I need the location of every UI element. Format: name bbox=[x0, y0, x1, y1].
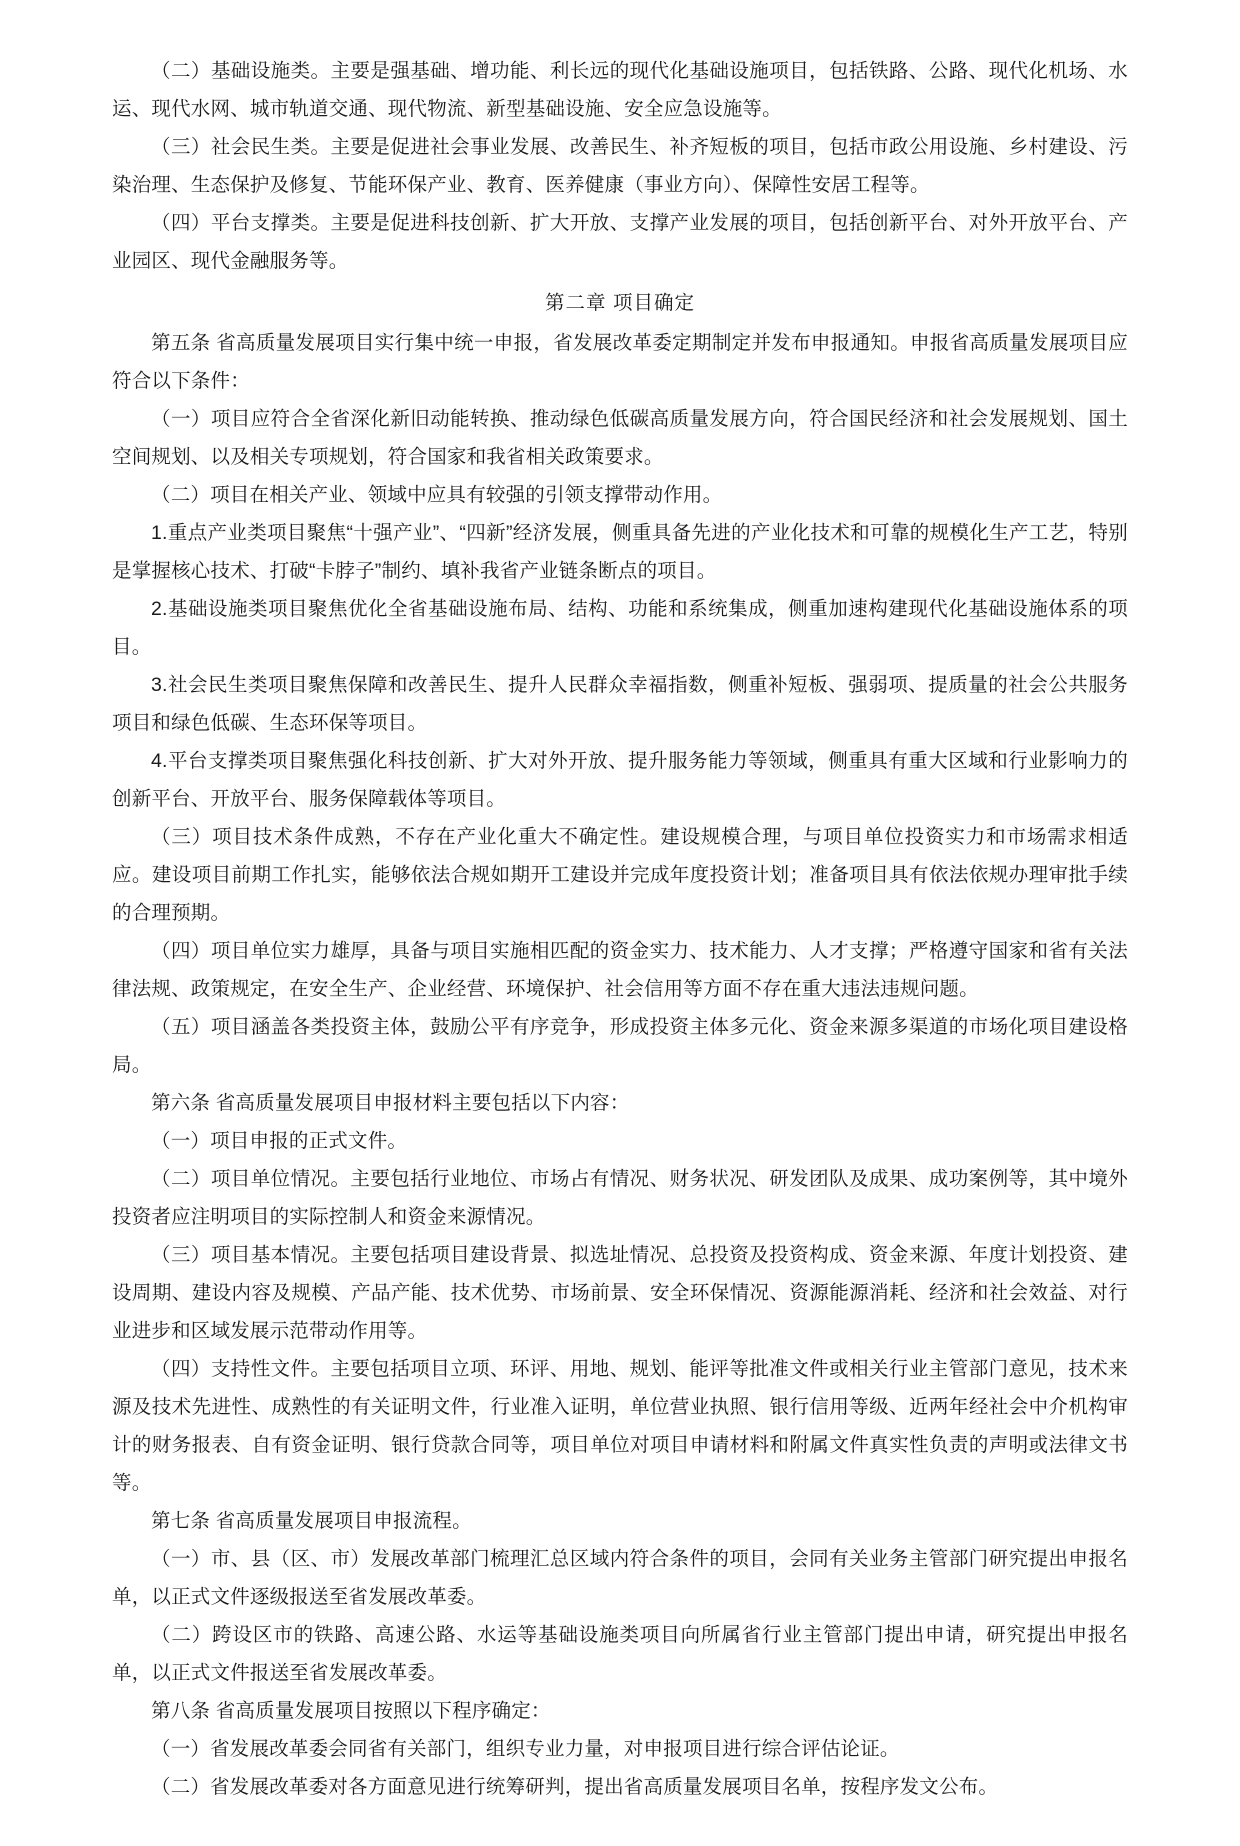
paragraph: （四）项目单位实力雄厚，具备与项目实施相匹配的资金实力、技术能力、人才支撑；严格遵守国家和省有关法律法规、政策规定，在安全生产、企业经营、环境保护、社会信用等方面不存在重大违法违规问题。 bbox=[112, 940, 1128, 1000]
paragraph: 第七条 省高质量发展项目申报流程。 bbox=[151, 1510, 472, 1532]
document-body bbox=[112, 52, 1128, 1806]
paragraph: （三）社会民生类。主要是促进社会事业发展、改善民生、补齐短板的项目，包括市政公用设施、乡村建设、污染治理、生态保护及修复、节能环保产业、教育、医养健康（事业方向）、保障性安居工程等。 bbox=[112, 136, 1128, 196]
paragraph: 第八条 省高质量发展项目按照以下程序确定： bbox=[151, 1700, 551, 1722]
paragraph: （二）项目在相关产业、领域中应具有较强的引领支撑带动作用。 bbox=[151, 484, 723, 506]
paragraph: （五）项目涵盖各类投资主体，鼓励公平有序竞争，形成投资主体多元化、资金来源多渠道的市场化项目建设格局。 bbox=[112, 1016, 1128, 1076]
paragraph: （三）项目基本情况。主要包括项目建设背景、拟选址情况、总投资及投资构成、资金来源、年度计划投资、建设周期、建设内容及规模、产品产能、技术优势、市场前景、安全环保情况、资源能源消耗、经济和社会效益、对行业进步和区域发展示范带动作用等。 bbox=[112, 1244, 1128, 1342]
paragraph: （一）省发展改革委会同省有关部门，组织专业力量，对申报项目进行综合评估论证。 bbox=[151, 1738, 900, 1760]
paragraph: 4.平台支撑类项目聚焦强化科技创新、扩大对外开放、提升服务能力等领域，侧重具有重大区域和行业影响力的创新平台、开放平台、服务保障载体等项目。 bbox=[112, 750, 1128, 810]
paragraph: （一）项目应符合全省深化新旧动能转换、推动绿色低碳高质量发展方向，符合国民经济和社会发展规划、国土空间规划、以及相关专项规划，符合国家和我省相关政策要求。 bbox=[112, 408, 1128, 468]
paragraph: 第五条 省高质量发展项目实行集中统一申报，省发展改革委定期制定并发布申报通知。申报省高质量发展项目应符合以下条件： bbox=[112, 332, 1128, 392]
paragraph: （四）支持性文件。主要包括项目立项、环评、用地、规划、能评等批准文件或相关行业主管部门意见，技术来源及技术先进性、成熟性的有关证明文件，行业准入证明，单位营业执照、银行信用等级、近两年经社会中介机构审计的财务报表、自有资金证明、银行贷款合同等，项目单位对项目申请材料和附属文件真实性负责的声明或法律文书等。 bbox=[112, 1358, 1128, 1494]
paragraph: 1.重点产业类项目聚焦“十强产业”、“四新”经济发展，侧重具备先进的产业化技术和可靠的规模化生产工艺，特别是掌握核心技术、打破“卡脖子”制约、填补我省产业链条断点的项目。 bbox=[112, 522, 1128, 582]
paragraph: （一）市、县（区、市）发展改革部门梳理汇总区域内符合条件的项目，会同有关业务主管部门研究提出申报名单，以正式文件逐级报送至省发展改革委。 bbox=[112, 1548, 1128, 1608]
paragraph: 3.社会民生类项目聚焦保障和改善民生、提升人民群众幸福指数，侧重补短板、强弱项、提质量的社会公共服务项目和绿色低碳、生态环保等项目。 bbox=[112, 674, 1128, 734]
paragraph: （三）项目技术条件成熟，不存在产业化重大不确定性。建设规模合理，与项目单位投资实力和市场需求相适应。建设项目前期工作扎实，能够依法合规如期开工建设并完成年度投资计划；准备项目具有依法依规办理审批手续的合理预期。 bbox=[112, 826, 1128, 924]
chapter-heading: 第二章 项目确定 bbox=[545, 292, 695, 314]
paragraph: （二）基础设施类。主要是强基础、增功能、利长远的现代化基础设施项目，包括铁路、公路、现代化机场、水运、现代水网、城市轨道交通、现代物流、新型基础设施、安全应急设施等。 bbox=[112, 60, 1128, 120]
paragraph: （一）项目申报的正式文件。 bbox=[151, 1130, 408, 1152]
paragraph: 2.基础设施类项目聚焦优化全省基础设施布局、结构、功能和系统集成，侧重加速构建现代化基础设施体系的项目。 bbox=[112, 598, 1128, 658]
paragraph: 第六条 省高质量发展项目申报材料主要包括以下内容： bbox=[151, 1092, 630, 1114]
paragraph: （四）平台支撑类。主要是促进科技创新、扩大开放、支撑产业发展的项目，包括创新平台、对外开放平台、产业园区、现代金融服务等。 bbox=[112, 212, 1128, 272]
paragraph: （二）项目单位情况。主要包括行业地位、市场占有情况、财务状况、研发团队及成果、成功案例等，其中境外投资者应注明项目的实际控制人和资金来源情况。 bbox=[112, 1168, 1128, 1228]
paragraph: （二）跨设区市的铁路、高速公路、水运等基础设施类项目向所属省行业主管部门提出申请，研究提出申报名单，以正式文件报送至省发展改革委。 bbox=[112, 1624, 1128, 1684]
paragraph: （二）省发展改革委对各方面意见进行统筹研判，提出省高质量发展项目名单，按程序发文公布。 bbox=[151, 1776, 999, 1798]
